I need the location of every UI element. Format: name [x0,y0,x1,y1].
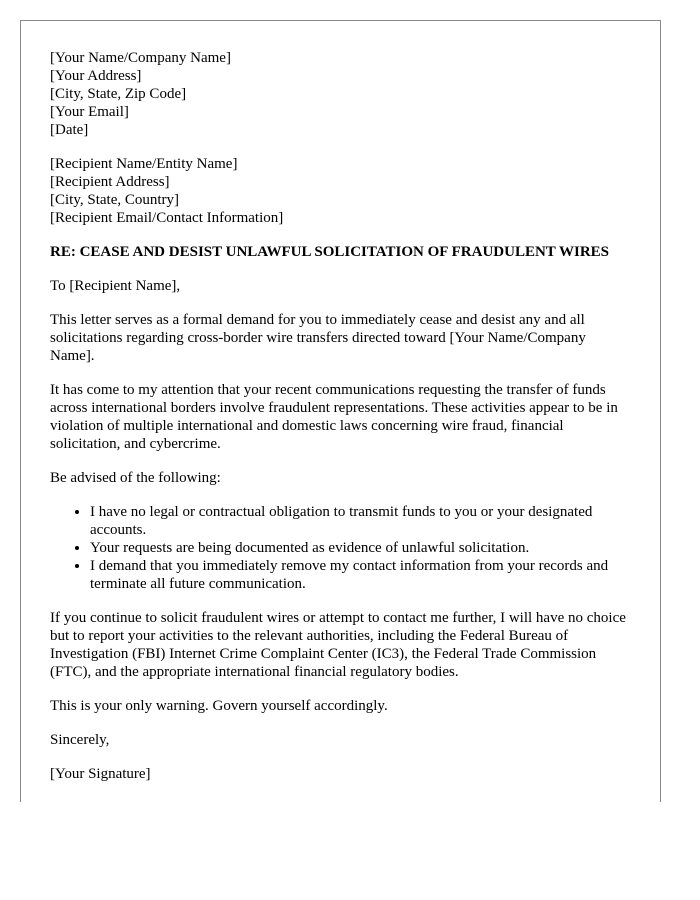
list-item: • Your requests are being documented as evidence of unlawful solicitation. [90,539,631,557]
paragraph-attention: It has come to my attention that your recent communications requesting the transfer of funds across international borders involve fraudulent representations. These activities appear to be in violation of multiple international and domestic laws concerning wire fraud, financial solicitation, and cybercrime. [50,382,618,452]
paragraph-advised: Be advised of the following: [50,470,221,486]
sender-block [50,49,631,139]
recipient-contact: [Recipient Email/Contact Information] [50,210,284,226]
advisory-list [50,503,631,593]
sender-address: [Your Address] [50,68,142,84]
letter-page [20,20,661,802]
sender-city: [City, State, Zip Code] [50,86,187,102]
sender-email: [Your Email] [50,104,129,120]
sender-name: [Your Name/Company Name] [50,50,231,66]
paragraph-demand: This letter serves as a formal demand for you to immediately cease and desist any and all solicitations regarding cross-border wire transfers directed toward [Your Name/Company Name]. [50,312,586,364]
recipient-block [50,155,631,227]
subject-line: RE: CEASE AND DESIST UNLAWFUL SOLICITATION OF FRAUDULENT WIRES [50,244,610,260]
recipient-address: [Recipient Address] [50,174,170,190]
recipient-city: [City, State, Country] [50,192,180,208]
closing: Sincerely, [50,732,110,748]
paragraph-warning: This is your only warning. Govern yourself accordingly. [50,698,388,714]
paragraph-consequences: If you continue to solicit fraudulent wires or attempt to contact me further, I will have no choice but to report your activities to the relevant authorities, including the Federal Bureau of Investigation (FBI) Internet Crime Complaint Center (IC3), the Federal Trade Commission (FTC), and the appropriate international financial regulatory bodies. [50,610,626,680]
list-item: • I have no legal or contractual obligation to transmit funds to you or your designated accounts. [90,503,631,539]
letter-date: [Date] [50,122,89,138]
list-item: • I demand that you immediately remove my contact information from your records and terminate all future communication. [90,557,631,593]
recipient-name: [Recipient Name/Entity Name] [50,156,238,172]
salutation: To [Recipient Name], [50,278,181,294]
signature: [Your Signature] [50,766,151,782]
